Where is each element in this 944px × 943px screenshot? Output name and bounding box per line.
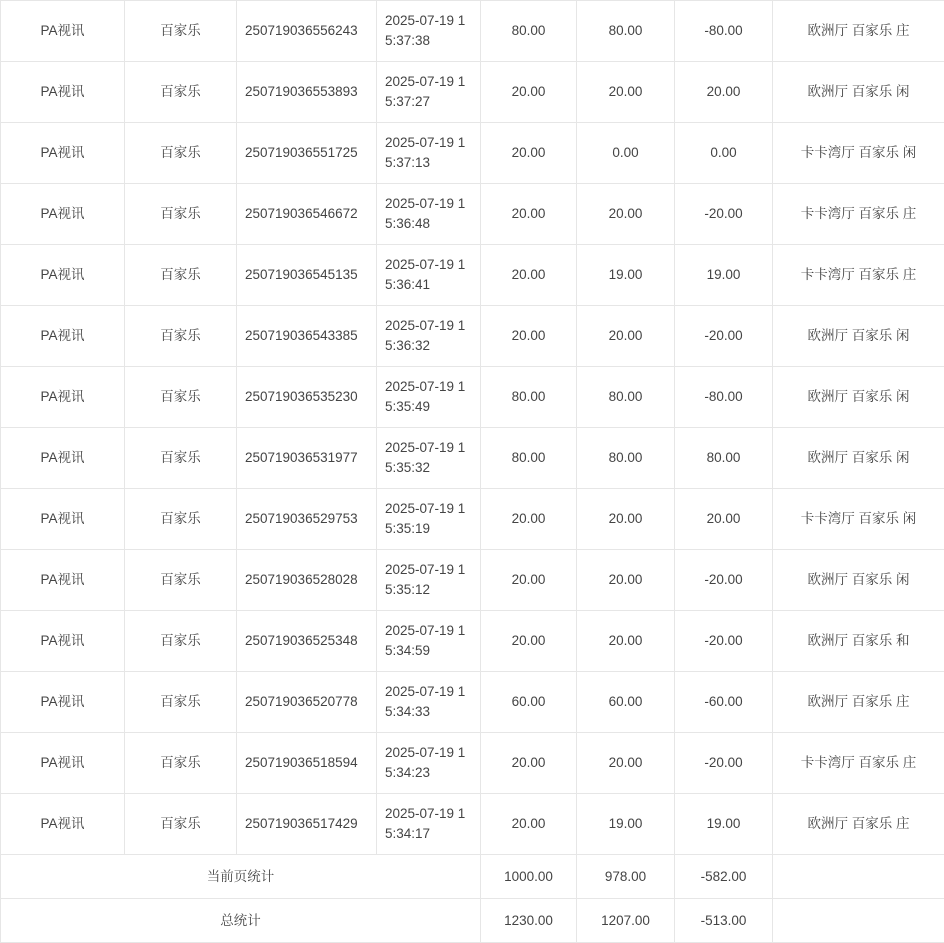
table-row[interactable] [1,611,944,672]
cell-bet-amount: 20.00 [481,184,577,245]
cell-bet-id: 250719036551725 [237,123,377,184]
cell-valid-bet: 20.00 [577,489,675,550]
cell-detail: 欧洲厅 百家乐 闲 [773,62,944,123]
cell-time: 2025-07-19 15:35:32 [377,428,481,489]
cell-game: 百家乐 [125,672,237,733]
table-row[interactable] [1,733,944,794]
cell-game: 百家乐 [125,367,237,428]
cell-platform: PA视讯 [1,550,125,611]
cell-platform: PA视讯 [1,489,125,550]
table-row[interactable] [1,62,944,123]
cell-time: 2025-07-19 15:35:19 [377,489,481,550]
cell-game: 百家乐 [125,123,237,184]
table-row[interactable] [1,306,944,367]
cell-platform: PA视讯 [1,367,125,428]
cell-detail: 卡卡湾厅 百家乐 闲 [773,123,944,184]
total-summary-row [1,899,944,943]
cell-bet-id: 250719036517429 [237,794,377,855]
cell-bet-id: 250719036546672 [237,184,377,245]
cell-bet-id: 250719036520778 [237,672,377,733]
cell-bet-id: 250719036518594 [237,733,377,794]
cell-bet-id: 250719036531977 [237,428,377,489]
cell-game: 百家乐 [125,62,237,123]
cell-game: 百家乐 [125,611,237,672]
cell-game: 百家乐 [125,306,237,367]
cell-valid-bet: 0.00 [577,123,675,184]
table-row[interactable] [1,672,944,733]
cell-platform: PA视讯 [1,123,125,184]
cell-payout: -20.00 [675,733,773,794]
cell-payout: -80.00 [675,367,773,428]
cell-platform: PA视讯 [1,306,125,367]
cell-valid-bet: 20.00 [577,611,675,672]
cell-valid-bet: 19.00 [577,245,675,306]
cell-payout: -80.00 [675,1,773,62]
cell-game: 百家乐 [125,550,237,611]
cell-bet-id: 250719036556243 [237,1,377,62]
cell-detail: 卡卡湾厅 百家乐 庄 [773,733,944,794]
cell-time: 2025-07-19 15:35:12 [377,550,481,611]
current-page-summary-payout: -582.00 [675,855,773,899]
cell-time: 2025-07-19 15:35:49 [377,367,481,428]
current-page-summary-bet-amount: 1000.00 [481,855,577,899]
cell-bet-id: 250719036525348 [237,611,377,672]
cell-time: 2025-07-19 15:34:23 [377,733,481,794]
total-summary-label: 总统计 [1,899,481,943]
table-row[interactable] [1,123,944,184]
current-page-summary-label: 当前页统计 [1,855,481,899]
cell-game: 百家乐 [125,184,237,245]
cell-bet-amount: 80.00 [481,428,577,489]
cell-game: 百家乐 [125,1,237,62]
cell-valid-bet: 60.00 [577,672,675,733]
cell-detail: 卡卡湾厅 百家乐 庄 [773,245,944,306]
cell-platform: PA视讯 [1,62,125,123]
cell-payout: -20.00 [675,550,773,611]
cell-valid-bet: 80.00 [577,428,675,489]
cell-time: 2025-07-19 15:34:33 [377,672,481,733]
table-row[interactable] [1,245,944,306]
cell-payout: -60.00 [675,672,773,733]
cell-payout: -20.00 [675,184,773,245]
cell-valid-bet: 20.00 [577,62,675,123]
total-summary-payout: -513.00 [675,899,773,943]
cell-valid-bet: 20.00 [577,306,675,367]
cell-payout: 0.00 [675,123,773,184]
cell-bet-id: 250719036535230 [237,367,377,428]
cell-detail: 卡卡湾厅 百家乐 闲 [773,489,944,550]
cell-bet-amount: 20.00 [481,611,577,672]
cell-valid-bet: 20.00 [577,184,675,245]
cell-game: 百家乐 [125,428,237,489]
cell-time: 2025-07-19 15:36:41 [377,245,481,306]
cell-bet-amount: 60.00 [481,672,577,733]
total-summary-valid-bet: 1207.00 [577,899,675,943]
cell-bet-amount: 80.00 [481,1,577,62]
table-row[interactable] [1,367,944,428]
table-row[interactable] [1,428,944,489]
cell-platform: PA视讯 [1,245,125,306]
cell-payout: 19.00 [675,245,773,306]
cell-bet-amount: 20.00 [481,123,577,184]
cell-bet-amount: 20.00 [481,306,577,367]
total-summary-bet-amount: 1230.00 [481,899,577,943]
cell-detail: 欧洲厅 百家乐 庄 [773,1,944,62]
cell-time: 2025-07-19 15:37:27 [377,62,481,123]
cell-valid-bet: 20.00 [577,733,675,794]
cell-time: 2025-07-19 15:34:17 [377,794,481,855]
bet-records-body [1,1,944,943]
cell-detail: 欧洲厅 百家乐 闲 [773,428,944,489]
cell-bet-amount: 20.00 [481,245,577,306]
cell-detail: 欧洲厅 百家乐 庄 [773,794,944,855]
cell-platform: PA视讯 [1,733,125,794]
table-row[interactable] [1,184,944,245]
cell-detail: 卡卡湾厅 百家乐 庄 [773,184,944,245]
cell-bet-id: 250719036553893 [237,62,377,123]
cell-detail: 欧洲厅 百家乐 庄 [773,672,944,733]
cell-time: 2025-07-19 15:36:32 [377,306,481,367]
cell-platform: PA视讯 [1,672,125,733]
cell-payout: -20.00 [675,306,773,367]
cell-payout: -20.00 [675,611,773,672]
cell-detail: 欧洲厅 百家乐 闲 [773,550,944,611]
cell-bet-id: 250719036528028 [237,550,377,611]
cell-bet-id: 250719036529753 [237,489,377,550]
cell-detail: 欧洲厅 百家乐 闲 [773,306,944,367]
cell-game: 百家乐 [125,489,237,550]
cell-time: 2025-07-19 15:37:13 [377,123,481,184]
cell-platform: PA视讯 [1,794,125,855]
current-page-summary-row [1,855,944,899]
cell-time: 2025-07-19 15:34:59 [377,611,481,672]
table-row[interactable] [1,489,944,550]
cell-bet-amount: 20.00 [481,733,577,794]
table-row[interactable] [1,550,944,611]
cell-platform: PA视讯 [1,184,125,245]
cell-bet-amount: 20.00 [481,550,577,611]
cell-payout: 80.00 [675,428,773,489]
cell-bet-amount: 20.00 [481,794,577,855]
cell-game: 百家乐 [125,245,237,306]
cell-detail: 欧洲厅 百家乐 闲 [773,367,944,428]
cell-valid-bet: 19.00 [577,794,675,855]
current-page-summary-valid-bet: 978.00 [577,855,675,899]
cell-platform: PA视讯 [1,1,125,62]
cell-platform: PA视讯 [1,611,125,672]
cell-payout: 19.00 [675,794,773,855]
cell-bet-id: 250719036545135 [237,245,377,306]
cell-bet-amount: 80.00 [481,367,577,428]
cell-valid-bet: 80.00 [577,1,675,62]
cell-game: 百家乐 [125,733,237,794]
cell-valid-bet: 80.00 [577,367,675,428]
current-page-summary-detail [773,855,944,899]
cell-time: 2025-07-19 15:36:48 [377,184,481,245]
cell-bet-amount: 20.00 [481,489,577,550]
cell-platform: PA视讯 [1,428,125,489]
table-row[interactable] [1,1,944,62]
cell-time: 2025-07-19 15:37:38 [377,1,481,62]
cell-detail: 欧洲厅 百家乐 和 [773,611,944,672]
table-row[interactable] [1,794,944,855]
cell-bet-id: 250719036543385 [237,306,377,367]
cell-payout: 20.00 [675,489,773,550]
cell-valid-bet: 20.00 [577,550,675,611]
cell-game: 百家乐 [125,794,237,855]
total-summary-detail [773,899,944,943]
cell-payout: 20.00 [675,62,773,123]
cell-bet-amount: 20.00 [481,62,577,123]
